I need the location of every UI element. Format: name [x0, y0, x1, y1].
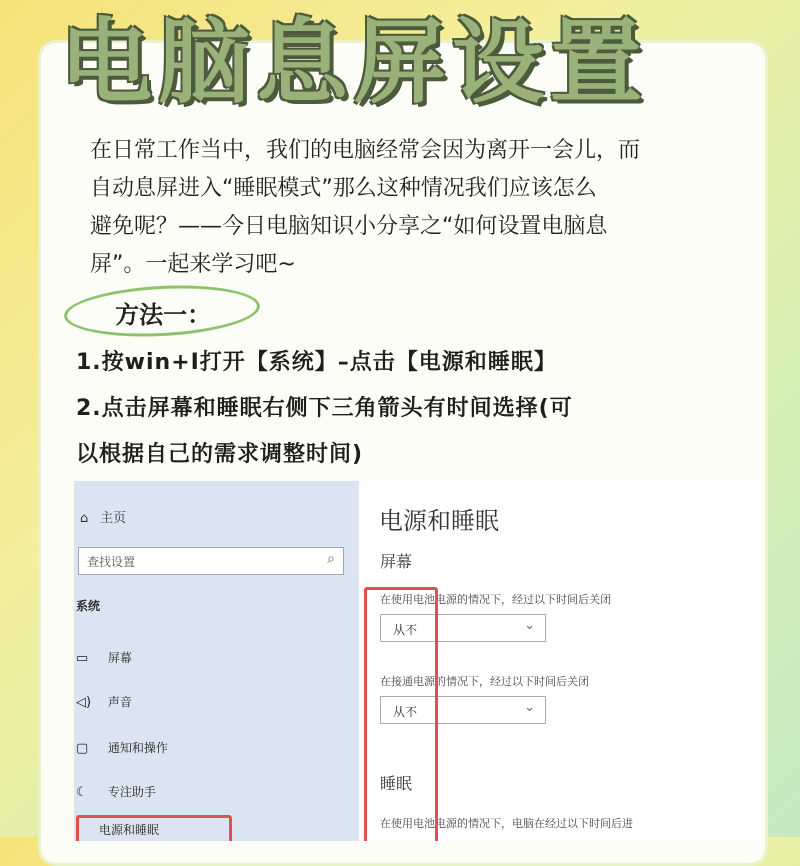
settings-page-title: 电源和睡眠: [379, 507, 499, 535]
settings-sidebar: [74, 481, 359, 841]
intro-line: 避免呢？——今日电脑知识小分享之“如何设置电脑息: [90, 214, 608, 239]
intro-line: 在日常工作当中，我们的电脑经常会因为离开一会儿，而: [90, 138, 641, 163]
intro-paragraph: [90, 132, 730, 284]
sidebar-item-label: 电源和睡眠: [99, 823, 160, 837]
sidebar-item-display[interactable]: [76, 649, 132, 666]
chevron-down-icon: ⌄: [524, 700, 535, 715]
notification-icon: ▢: [76, 741, 89, 756]
sleep-section-title: 睡眠: [380, 774, 413, 793]
sidebar-item-label: 通知和操作: [107, 741, 168, 755]
method-label: 方法一：: [115, 300, 212, 329]
intro-line: 自动息屏进入“睡眠模式”那么这种情况我们应该怎么: [90, 176, 597, 201]
sidebar-item-focus-assist[interactable]: [76, 783, 156, 800]
sidebar-item-power-sleep[interactable]: [76, 815, 232, 841]
sidebar-item-label: 专注助手: [107, 785, 156, 799]
moon-icon: ☾: [76, 785, 88, 800]
page-title: 电脑息屏设置: [60, 9, 649, 116]
screen-section-title: 屏幕: [380, 552, 413, 571]
sidebar-item-label: 屏幕: [107, 651, 132, 665]
search-icon: ⌕: [327, 551, 335, 567]
screen-plugged-label: 在接通电源的情况下，经过以下时间后关闭: [380, 675, 589, 688]
intro-line: 屏”。一起来学习吧~: [90, 252, 296, 277]
settings-screenshot: [74, 481, 761, 841]
sidebar-item-label: 声音: [107, 695, 132, 709]
step-2: 2.点击屏幕和睡眠右侧下三角箭头有时间选择(可: [76, 396, 573, 421]
home-icon: ⌂: [80, 511, 89, 526]
search-placeholder: 查找设置: [87, 555, 136, 569]
dropdown-value: 从不: [393, 623, 418, 637]
sidebar-item-label: 主页: [100, 511, 127, 526]
steps-list: [76, 340, 766, 478]
speaker-icon: ◁): [76, 695, 92, 710]
sidebar-section-title: 系统: [76, 599, 101, 613]
sidebar-item-notifications[interactable]: [76, 739, 168, 756]
step-3: 以根据自己的需求调整时间): [76, 442, 364, 467]
dropdown-value: 从不: [393, 705, 418, 719]
sidebar-item-home[interactable]: [80, 507, 126, 526]
highlight-box: [364, 587, 438, 841]
screen-battery-label: 在使用电池电源的情况下，经过以下时间后关闭: [380, 593, 611, 606]
display-icon: ▭: [76, 651, 89, 666]
step-1: 1.按win+I打开【系统】–点击【电源和睡眠】: [76, 350, 557, 375]
chevron-down-icon: ⌄: [524, 618, 535, 633]
sleep-battery-label: 在使用电池电源的情况下，电脑在经过以下时间后进: [380, 817, 633, 830]
search-input[interactable]: [78, 547, 344, 575]
sidebar-item-sound[interactable]: [76, 693, 132, 710]
